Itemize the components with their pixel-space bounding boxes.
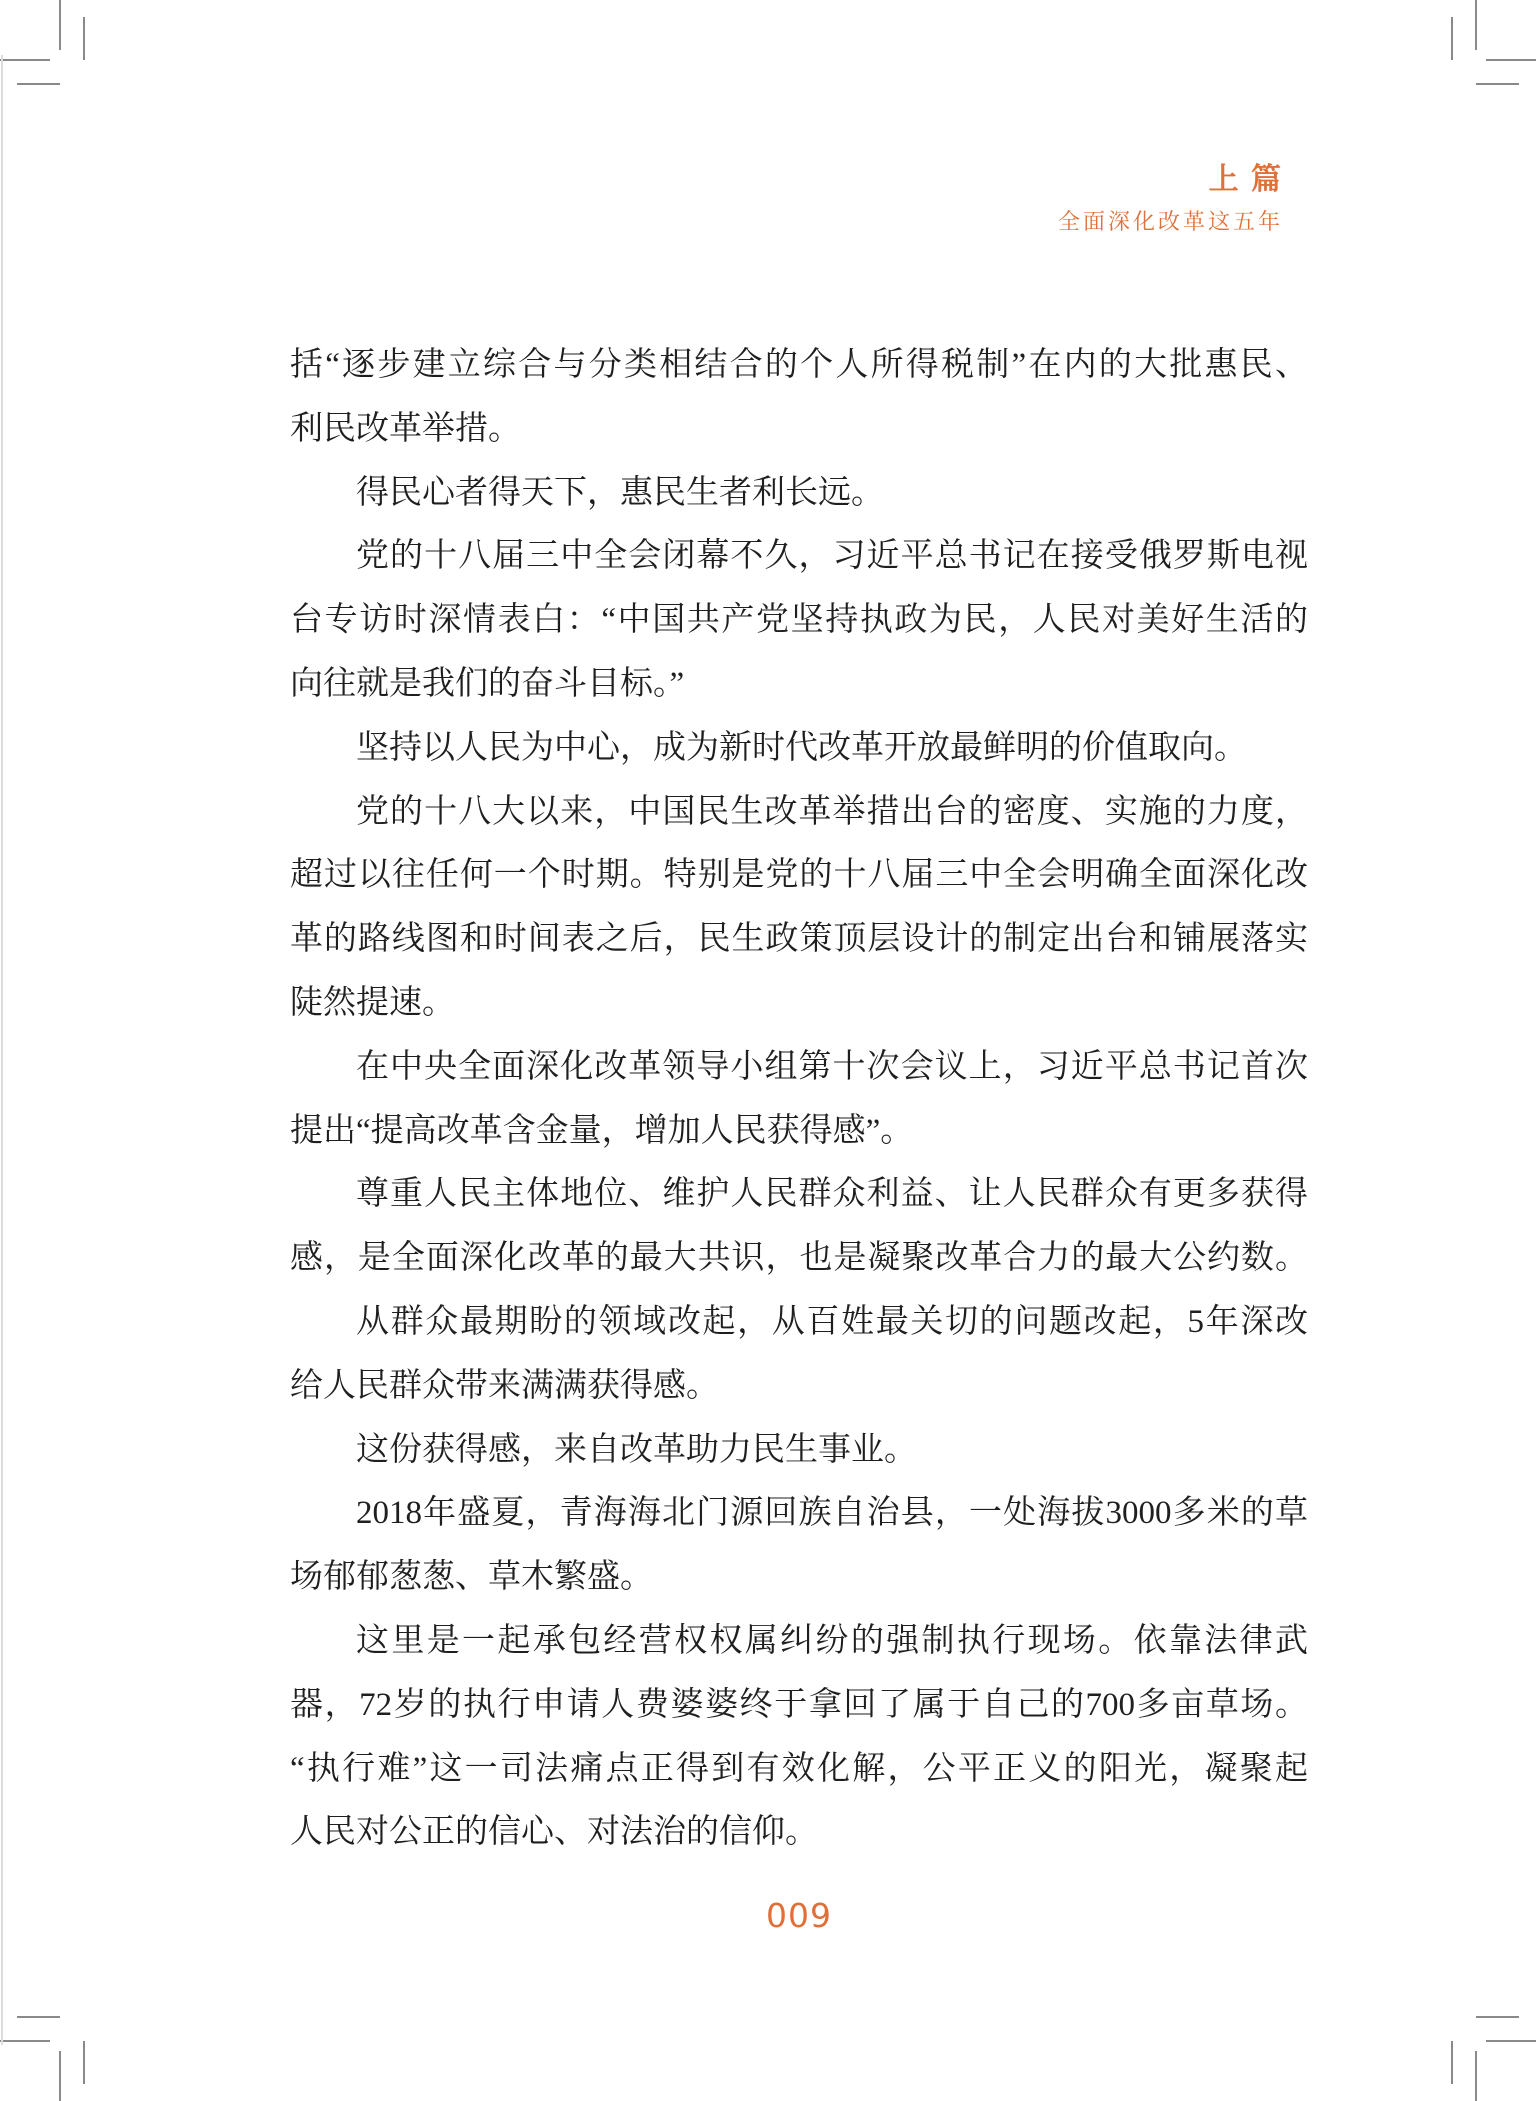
body-text-line: 党的十八届三中全会闭幕不久，习近平总书记在接受俄罗斯电视 [356, 538, 1308, 575]
running-header [1058, 163, 1283, 235]
chapter-title: 全面深化改革这五年 [1057, 209, 1283, 234]
body-text-line: 括“逐步建立综合与分类相结合的个人所得税制”在内的大批惠民、 [290, 347, 1308, 383]
body-text-line: 场郁郁葱葱、草木繁盛。 [290, 1559, 653, 1596]
crop-mark [0, 2040, 50, 2042]
body-text-line: 人民对公正的信心、对法治的信仰。 [290, 1814, 818, 1851]
body-text-line: 利民改革举措。 [290, 410, 521, 447]
body-text-line: 革的路线图和时间表之后，民生政策顶层设计的制定出台和铺展落实 [290, 921, 1308, 958]
body-text-line: 向往就是我们的奋斗目标。” [290, 665, 685, 702]
crop-mark [1486, 2040, 1536, 2042]
body-text-line: 尊重人民主体地位、维护人民群众利益、让人民群众有更多获得 [356, 1176, 1308, 1213]
crop-mark [17, 83, 60, 85]
body-text-line: 超过以往任何一个时期。特别是党的十八届三中全会明确全面深化改 [290, 857, 1308, 894]
crop-mark [83, 17, 85, 60]
crop-mark [83, 2041, 85, 2084]
crop-mark [1486, 59, 1536, 61]
body-text-line: 感，是全面深化改革的最大共识，也是凝聚改革合力的最大公约数。 [290, 1240, 1308, 1277]
body-text-line: 提出“提高改革含金量，增加人民获得感”。 [290, 1112, 914, 1149]
body-text-line: 2018年盛夏，青海海北门源回族自治县，一处海拔3000多米的草 [356, 1495, 1308, 1532]
page-body-text [290, 334, 1308, 1865]
body-text-line: 这份获得感，来自改革助力民生事业。 [356, 1431, 917, 1468]
crop-mark [1476, 83, 1519, 85]
page-number: 009 [766, 1896, 832, 1935]
body-text-line: 坚持以人民为中心，成为新时代改革开放最鲜明的价值取向。 [356, 729, 1247, 766]
body-text-line: 得民心者得天下，惠民生者利长远。 [356, 474, 884, 511]
body-text-line: 党的十八大以来，中国民生改革举措出台的密度、实施的力度， [356, 793, 1308, 830]
crop-mark [1476, 2016, 1519, 2018]
body-text-line: “执行难”这一司法痛点正得到有效化解，公平正义的阳光，凝聚起 [290, 1750, 1308, 1787]
page-edge-line [1, 55, 3, 2045]
body-text-line: 陡然提速。 [290, 984, 455, 1021]
crop-mark [1475, 0, 1477, 50]
crop-mark [1475, 2051, 1477, 2101]
part-label: 上 篇 [1208, 163, 1283, 196]
body-text-line: 从群众最期盼的领域改起，从百姓最关切的问题改起，5年深改 [356, 1303, 1308, 1340]
crop-mark [1451, 2041, 1453, 2084]
crop-mark [59, 2051, 61, 2101]
body-text-line: 在中央全面深化改革领导小组第十次会议上，习近平总书记首次 [356, 1048, 1308, 1085]
body-text-line: 台专访时深情表白：“中国共产党坚持执政为民，人民对美好生活的 [290, 602, 1308, 639]
body-text-line: 这里是一起承包经营权权属纠纷的强制执行现场。依靠法律武 [356, 1622, 1308, 1659]
crop-mark [1451, 17, 1453, 60]
body-text-line: 给人民群众带来满满获得感。 [290, 1367, 719, 1404]
crop-mark [17, 2016, 60, 2018]
body-text-line: 器，72岁的执行申请人费婆婆终于拿回了属于自己的700多亩草场。 [290, 1686, 1309, 1723]
crop-mark [59, 0, 61, 50]
crop-mark [0, 59, 50, 61]
